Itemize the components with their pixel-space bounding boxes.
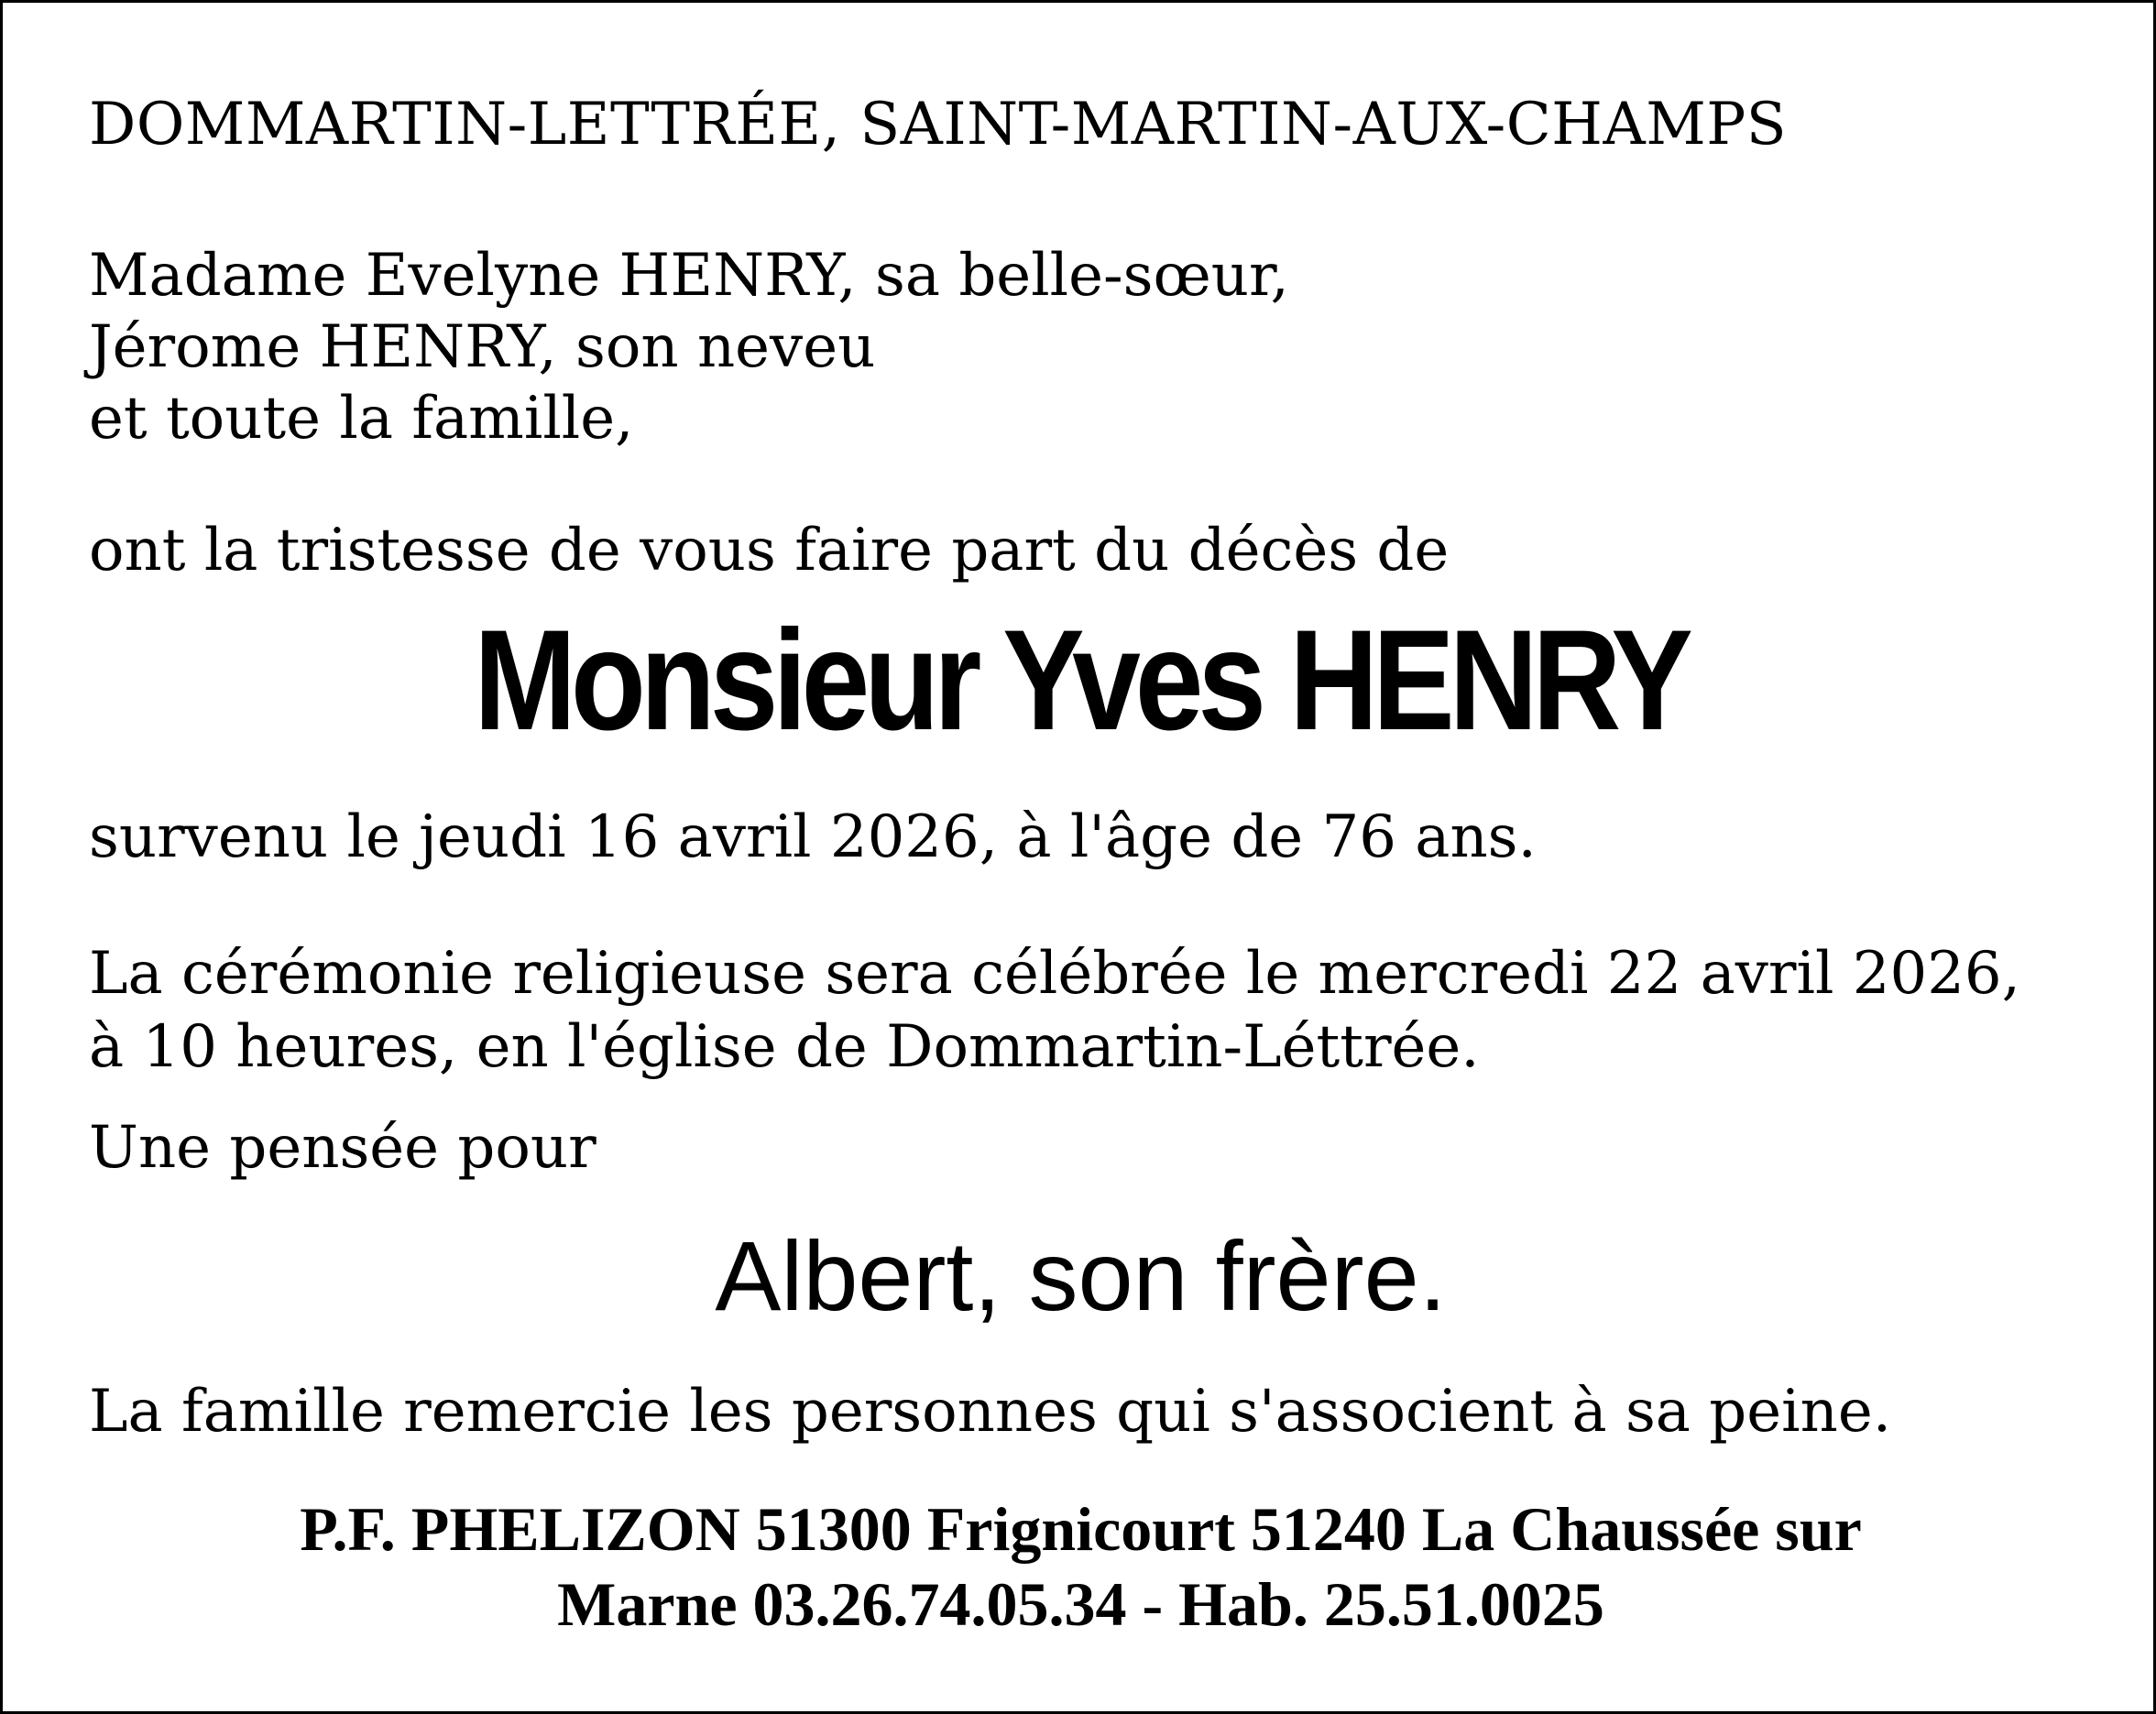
announcement-intro: ont la tristesse de vous faire part du décès de — [89, 517, 1450, 584]
death-info: survenu le jeudi 16 avril 2026, à l'âge de 76 ans. — [89, 803, 1537, 871]
thanks-message: La famille remercie les personnes qui s'associent à sa peine. — [89, 1378, 1892, 1446]
location-header: DOMMARTIN-LETTRÉE, SAINT-MARTIN-AUX-CHAMPS — [89, 91, 1788, 158]
family-line: Jérome HENRY, son neveu — [89, 313, 876, 381]
funeral-home-line: P.F. PHELIZON 51300 Frignicourt 51240 La Chaussée sur — [300, 1494, 1862, 1564]
thought-name: Albert, son frère. — [715, 1220, 1447, 1331]
ceremony-line: La cérémonie religieuse sera célébrée le mercredi 22 avril 2026, — [89, 940, 2020, 1008]
family-line: et toute la famille, — [89, 385, 634, 453]
deceased-name: Monsieur Yves HENRY — [474, 601, 1688, 760]
family-line: Madame Evelyne HENRY, sa belle-sœur, — [89, 242, 1289, 310]
ceremony-details — [89, 937, 2020, 1084]
thought-intro: Une pensée pour — [89, 1114, 596, 1182]
funeral-home-line: Marne 03.26.74.05.34 - Hab. 25.51.0025 — [557, 1569, 1604, 1639]
funeral-home-info — [3, 1491, 2156, 1642]
family-list — [89, 240, 1289, 454]
ceremony-line: à 10 heures, en l'église de Dommartin-Léttrée. — [89, 1013, 1480, 1081]
